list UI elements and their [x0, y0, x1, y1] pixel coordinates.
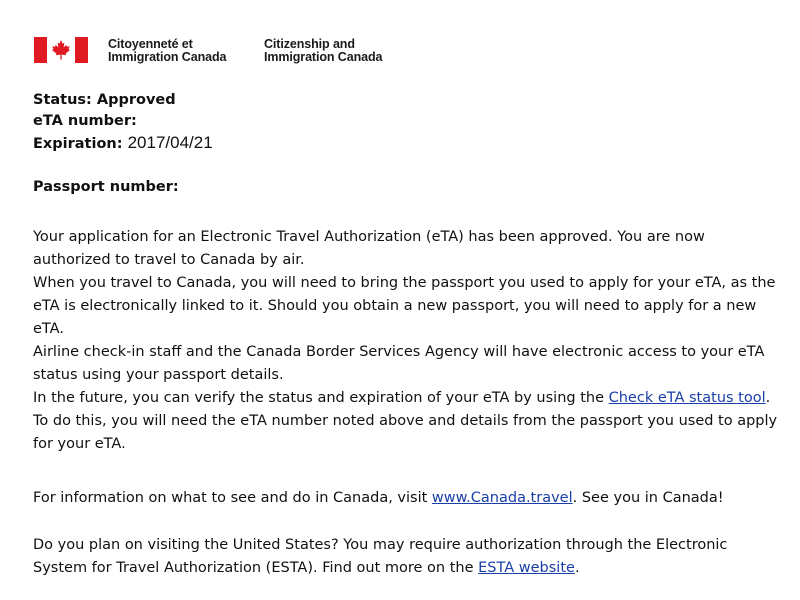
status-tool-text: In the future, you can verify the status and expiration of your eTA by using the: [33, 390, 609, 406]
status-tool-end: .: [765, 390, 771, 406]
eta-number-label: eTA number:: [33, 113, 137, 129]
dept-fr-line1: Citoyenneté et: [108, 37, 193, 51]
esta-line: [33, 534, 778, 580]
dept-fr-line2: Immigration Canada: [108, 50, 227, 64]
esta-text: Do you plan on visiting the United States? You may require authorization through the Electronic System for Travel Authorization (ESTA). Find out more on the: [33, 537, 728, 576]
esta-website-link[interactable]: ESTA website: [478, 560, 575, 576]
canada-flag-icon: [34, 37, 88, 63]
canada-info-paragraph: [33, 487, 778, 510]
esta-paragraph: [33, 534, 778, 580]
passport-number-label: Passport number:: [33, 179, 179, 195]
eta-number-paragraph: To do this, you will need the eTA number noted above and details from the passport you used to apply for your eTA.: [33, 413, 778, 452]
application-fields: [33, 90, 213, 155]
department-name-french: [108, 38, 226, 64]
check-eta-status-link[interactable]: Check eTA status tool: [608, 390, 766, 406]
passport-paragraph: When you travel to Canada, you will need to bring the passport you used to apply for your eTA, as the eTA is electronically linked to it. Should you obtain a new passport, you will need to apply for a new eTA.: [33, 275, 776, 337]
canada-info-text: For information on what to see and do in Canada, visit: [33, 490, 432, 506]
canada-travel-link[interactable]: www.Canada.travel: [431, 490, 573, 506]
government-header: [34, 37, 383, 67]
canada-info-line: [33, 487, 778, 510]
approval-paragraph: Your application for an Electronic Travel Authorization (eTA) has been approved. You are now authorized to travel to Canada by air.: [33, 229, 705, 268]
expiration-value: 2017/04/21: [127, 133, 213, 152]
department-name-english: [264, 38, 382, 64]
esta-end: .: [574, 560, 580, 576]
status-tool-paragraph: [33, 387, 778, 410]
approval-message: [33, 226, 778, 456]
status-label: Status: Approved: [33, 92, 176, 108]
expiration-row: [33, 132, 213, 155]
canada-info-end: . See you in Canada!: [572, 490, 724, 506]
airline-paragraph: Airline check-in staff and the Canada Border Services Agency will have electronic access to your eTA status using your passport details.: [33, 344, 765, 383]
expiration-label: Expiration:: [33, 136, 123, 152]
dept-en-line2: Immigration Canada: [264, 50, 383, 64]
dept-en-line1: Citizenship and: [264, 37, 355, 51]
